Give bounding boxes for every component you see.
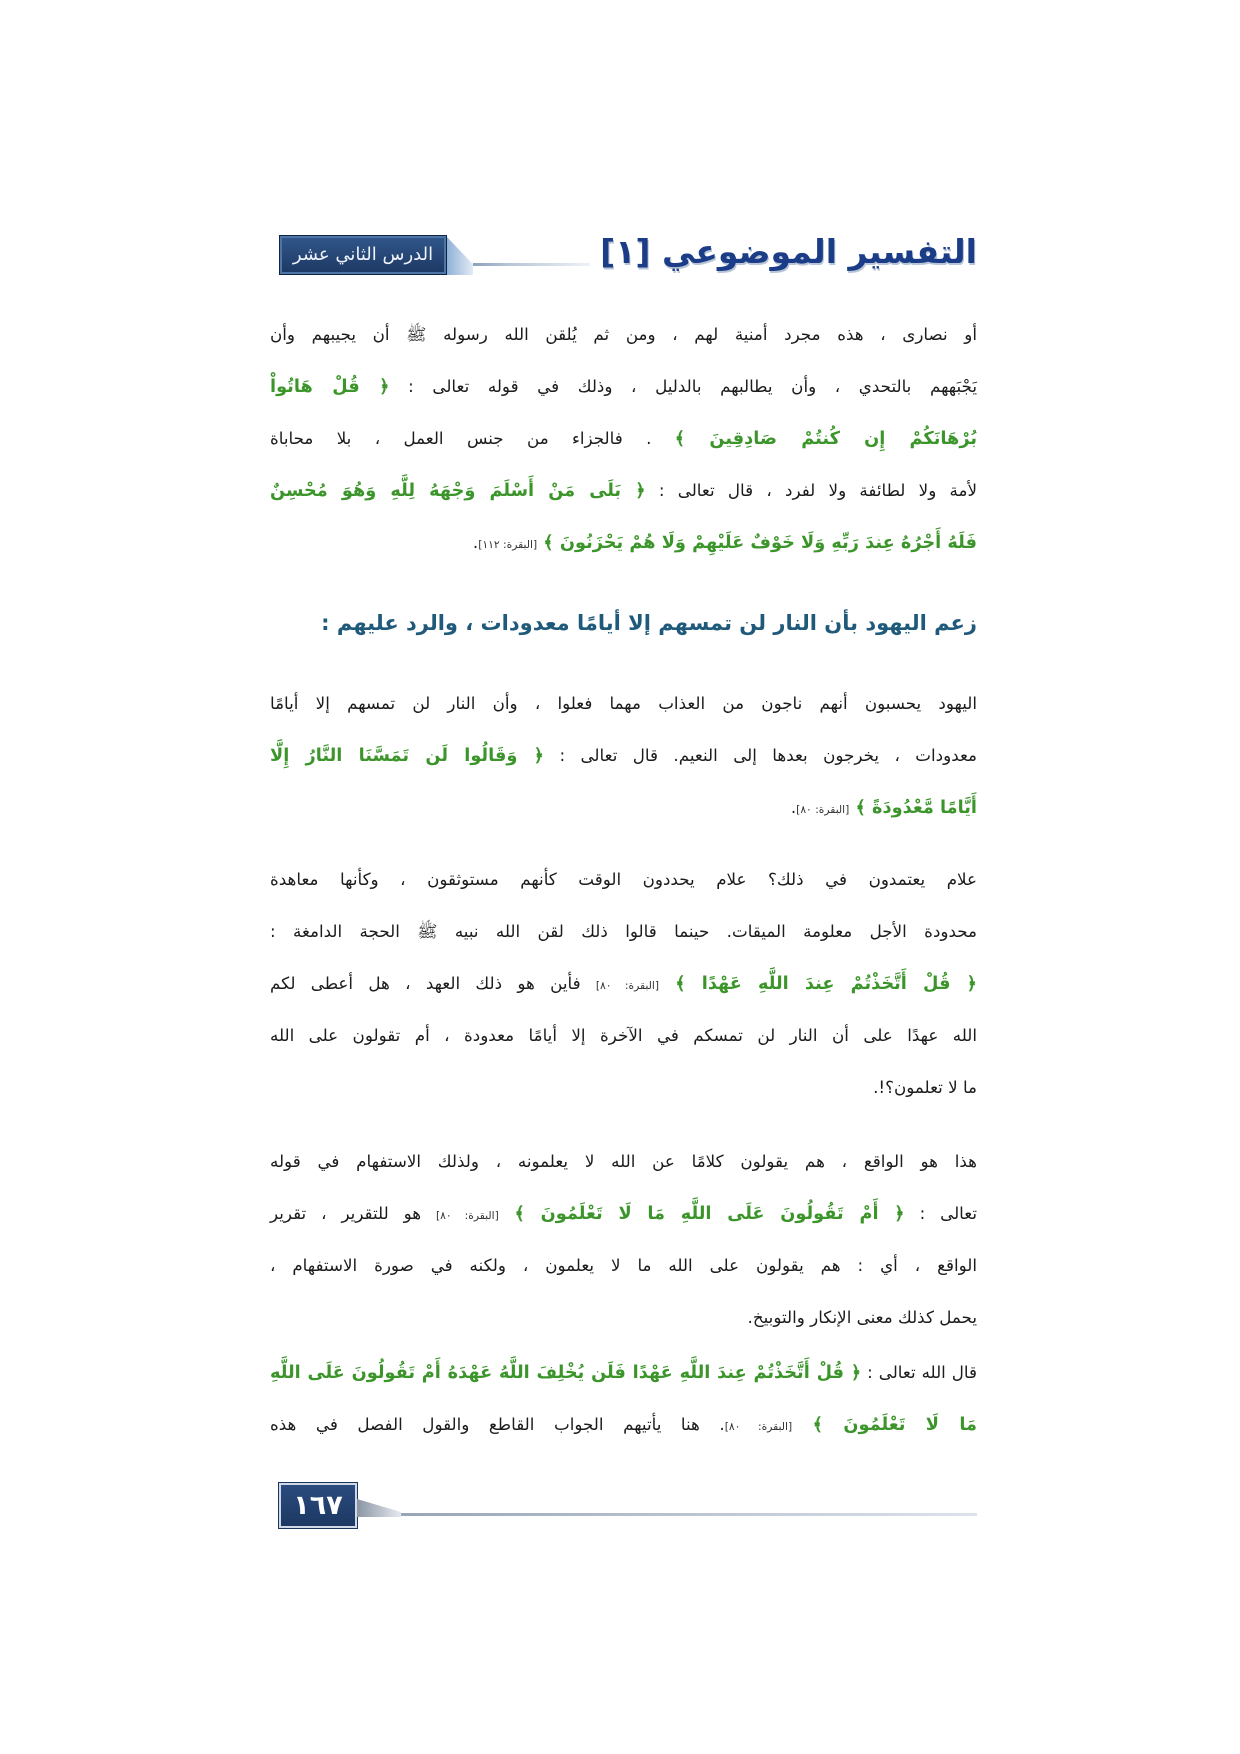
quran-verse: بُرْهَانَكُمْ إِن كُنتُمْ صَادِقِينَ ﴾ <box>674 429 977 449</box>
quran-verse: ﴿ قُلْ أَتَّخَذْتُمْ عِندَ اللَّهِ عَهْدًا ﴾ <box>659 974 977 994</box>
body-text: ما لا تعلمون؟!. <box>873 1077 977 1097</box>
text-line <box>270 1135 977 1187</box>
text-line <box>270 781 977 833</box>
footer-shade-decoration <box>357 1499 401 1517</box>
paragraph <box>270 1135 977 1343</box>
body-text: . <box>472 532 479 552</box>
body-text: الله عهدًا على أن النار لن تمسكم في الآخرة إلا أيامًا معدودة ، أم تقولون على الله <box>270 1025 977 1045</box>
text-line <box>270 1398 977 1450</box>
line-content <box>473 532 977 552</box>
text-line <box>270 905 977 957</box>
line-content <box>270 921 977 941</box>
body-text: . هنا يأتيهم الجواب القاطع والقول الفصل في هذه <box>270 1414 725 1434</box>
line-content <box>270 428 977 448</box>
body-text: قال الله تعالى : <box>861 1362 978 1382</box>
paragraph <box>270 677 977 833</box>
body-text: فأين هو ذلك العهد ، هل أعطى لكم <box>270 973 596 993</box>
paragraph <box>270 853 977 1113</box>
text-line <box>270 1009 977 1061</box>
line-content <box>270 1255 977 1275</box>
line-content <box>270 1362 977 1382</box>
quran-verse: ﴿ بَلَى مَنْ أَسْلَمَ وَجْهَهُ لِلَّهِ وَهُوَ مُحْسِنٌ <box>270 481 646 501</box>
header-divider <box>473 263 590 266</box>
line-content <box>270 869 977 889</box>
paragraph <box>270 308 977 568</box>
body-text: تعالى : <box>904 1203 977 1223</box>
quran-verse: فَلَهُ أَجْرُهُ عِندَ رَبِّهِ وَلَا خَوْفٌ عَلَيْهِمْ وَلَا هُمْ يَحْزَنُونَ ﴾ <box>537 533 977 553</box>
line-content <box>873 1077 977 1097</box>
text-line <box>270 464 977 516</box>
body-text: يحمل كذلك معنى الإنكار والتوبيخ. <box>747 1307 977 1327</box>
page-number: ١٦٧ <box>293 1489 343 1521</box>
quran-verse: ﴿ أَمْ تَقُولُونَ عَلَى اللَّهِ مَا لَا تَعْلَمُونَ ﴾ <box>498 1204 905 1224</box>
section-heading <box>270 597 977 649</box>
body-text: . فالجزاء من جنس العمل ، بلا محاباة <box>270 428 675 448</box>
line-content <box>270 376 977 396</box>
line-content <box>791 797 977 817</box>
body-text: يَجْبَههم بالتحدي ، وأن يطالبهم بالدليل ، وذلك في قوله تعالى : <box>389 376 977 396</box>
body-text: هو للتقرير ، تقرير <box>270 1203 436 1223</box>
paragraph <box>270 1346 977 1450</box>
text-line <box>270 1061 977 1113</box>
body-text: معدودات ، يخرجون بعدها إلى النعيم. قال تعالى : <box>544 745 977 765</box>
page-footer <box>279 1481 977 1529</box>
body-text: . <box>790 797 797 817</box>
verse-reference: [البقرة: ٨٠] <box>595 979 660 992</box>
line-content <box>270 745 977 765</box>
text-line <box>270 677 977 729</box>
text-line <box>270 516 977 568</box>
body-text: علام يعتمدون في ذلك؟ علام يحددون الوقت كأنهم مستوثقون ، وكأنها معاهدة <box>270 869 977 889</box>
line-content <box>748 1307 977 1327</box>
quran-verse: ﴿ قُلْ أَتَّخَذْتُمْ عِندَ اللَّهِ عَهْدًا فَلَن يُخْلِفَ اللَّهُ عَهْدَهُ أَمْ تَقُولُونَ عَلَى اللَّهِ <box>270 1363 862 1383</box>
footer-divider <box>401 1513 977 1516</box>
section-heading-block <box>270 597 977 649</box>
body-text: لأمة ولا لطائفة ولا لفرد ، قال تعالى : <box>645 480 977 500</box>
line-content <box>270 1203 977 1223</box>
body-text: أو نصارى ، هذه مجرد أمنية لهم ، ومن ثم يُلقن الله رسوله ﷺ أن يجيبهم وأن <box>270 324 977 344</box>
text-line <box>270 853 977 905</box>
line-content <box>270 1151 977 1171</box>
body-text: الواقع ، أي : هم يقولون على الله ما لا يعلمون ، ولكنه في صورة الاستفهام ، <box>270 1255 977 1275</box>
line-content <box>270 324 977 344</box>
verse-reference: [البقرة: ١١٢] <box>478 538 538 551</box>
line-content <box>270 480 977 500</box>
text-line <box>270 1291 977 1343</box>
text-line <box>270 412 977 464</box>
body-text: محدودة الأجل معلومة الميقات. حينما قالوا ذلك لقن الله نبيه ﷺ الحجة الدامغة : <box>270 921 977 941</box>
verse-reference: [البقرة: ٨٠] <box>796 803 850 816</box>
text-line <box>270 308 977 360</box>
text-line <box>270 1187 977 1239</box>
text-line <box>270 729 977 781</box>
text-line <box>270 957 977 1009</box>
quran-verse: أَيَّامًا مَّعْدُودَةً ﴾ <box>849 798 977 818</box>
page-number-box <box>279 1483 357 1528</box>
label-tab-decoration <box>447 237 473 275</box>
section-heading-text: زعم اليهود بأن النار لن تمسهم إلا أيامًا معدودات ، والرد عليهم : <box>321 611 977 635</box>
line-content <box>270 1414 977 1434</box>
verse-reference: [البقرة: ٨٠] <box>724 1420 793 1433</box>
quran-verse: ﴿ قُلْ هَاتُواْ <box>270 377 390 397</box>
line-content <box>270 693 977 713</box>
quran-verse: مَا لَا تَعْلَمُونَ ﴾ <box>792 1415 977 1435</box>
book-title: التفسير الموضوعي [١] <box>600 232 977 271</box>
page-header <box>279 226 977 278</box>
line-content <box>270 973 977 993</box>
line-content <box>270 1025 977 1045</box>
body-text: اليهود يحسبون أنهم ناجون من العذاب مهما فعلوا ، وأن النار لن تمسهم إلا أيامًا <box>270 693 977 713</box>
text-line <box>270 360 977 412</box>
text-line <box>270 1346 977 1398</box>
quran-verse: ﴿ وَقَالُوا لَن تَمَسَّنَا النَّارُ إِلَّا <box>270 746 545 766</box>
text-line <box>270 1239 977 1291</box>
verse-reference: [البقرة: ٨٠] <box>435 1209 499 1222</box>
lesson-label: الدرس الثاني عشر <box>279 235 447 275</box>
body-text: هذا هو الواقع ، هم يقولون كلامًا عن الله لا يعلمونه ، ولذلك الاستفهام في قوله <box>270 1151 977 1171</box>
